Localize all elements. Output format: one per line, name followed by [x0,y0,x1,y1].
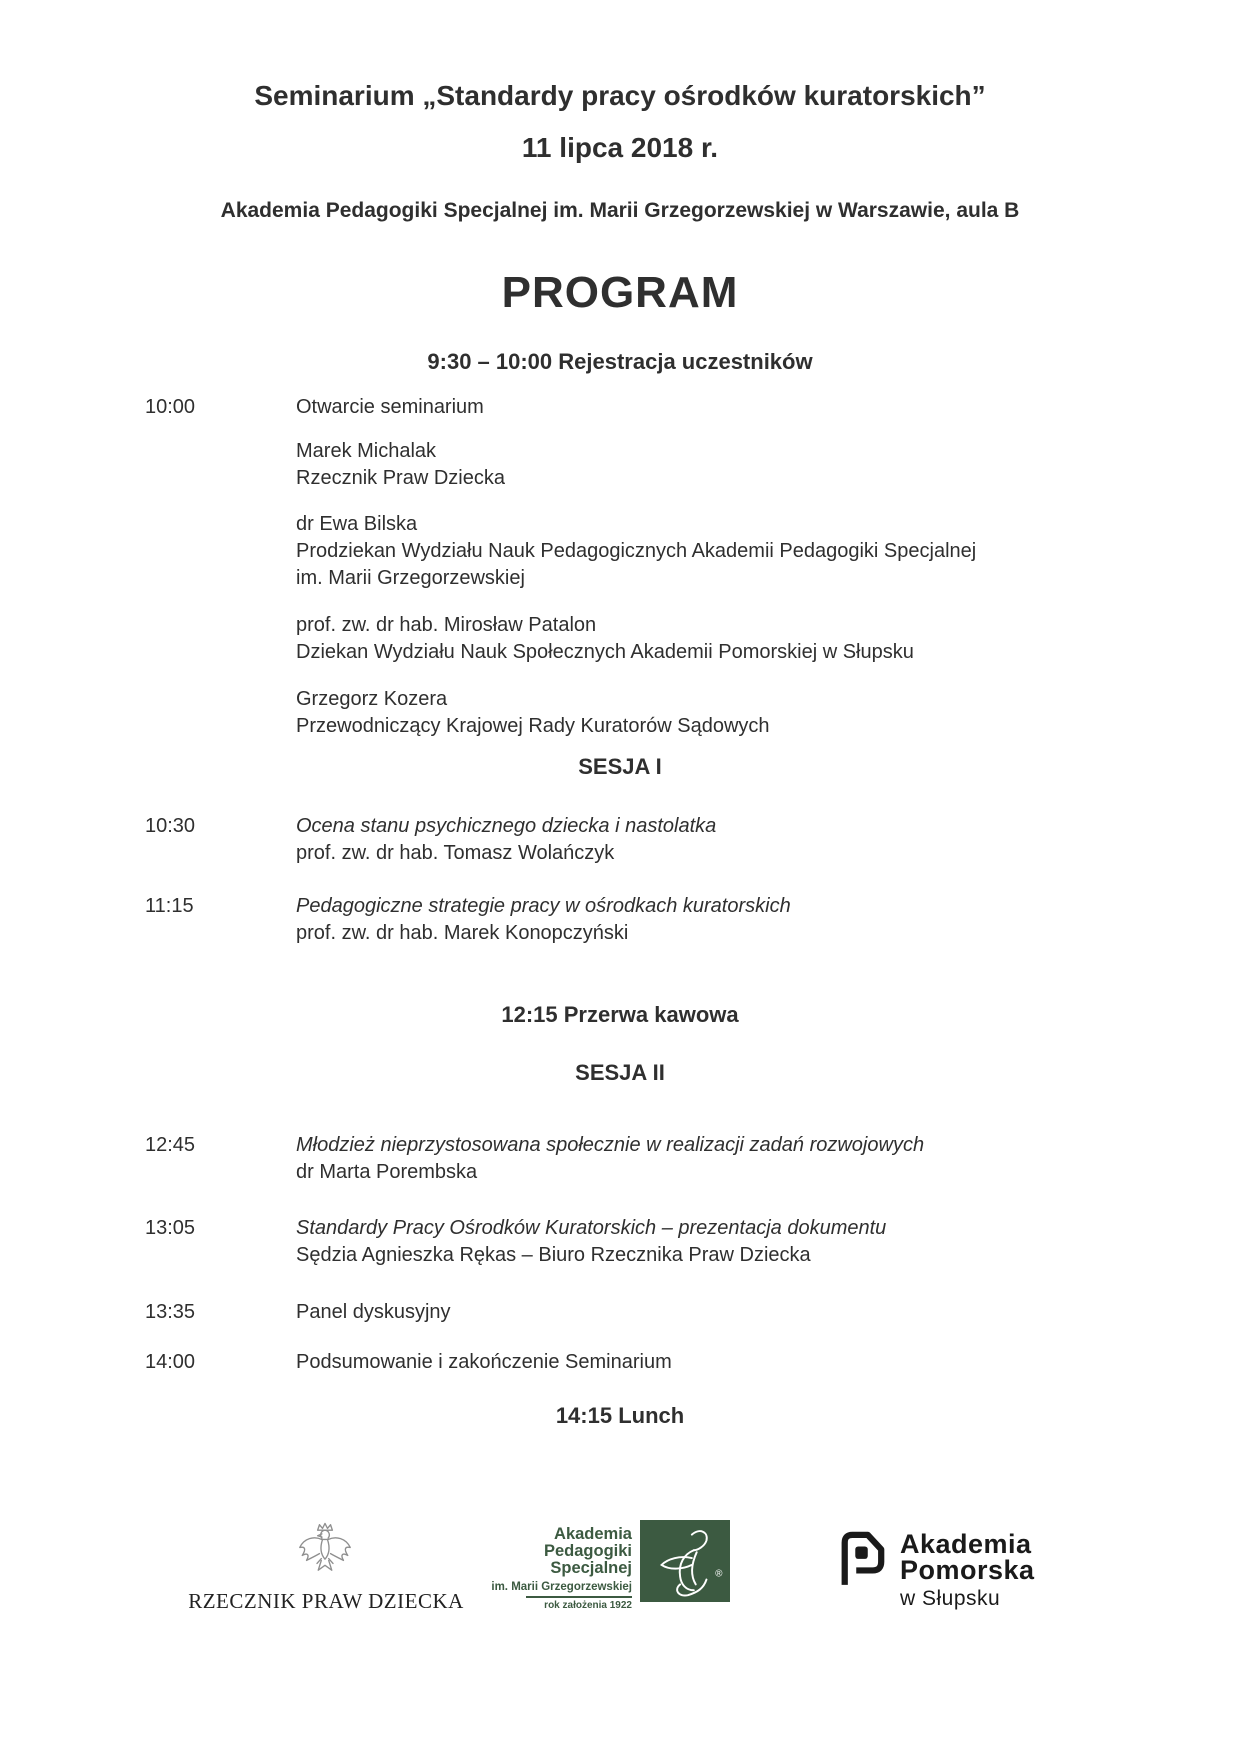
aps-logo-text [420,1526,632,1611]
speaker-role: Prodziekan Wydziału Nauk Pedagogicznych Akademii Pedagogiki Specjalnej [296,540,977,562]
time-label: 14:00 [145,1351,196,1373]
ap-city: w Słupsku [900,1587,1001,1610]
talk-speaker: Sędzia Agnieszka Rękas – Biuro Rzecznika Praw Dziecka [296,1244,811,1266]
aps-emblem [640,1520,730,1602]
speaker-role: Przewodniczący Krajowej Rady Kuratorów Sądowych [296,715,770,737]
speaker-group [296,511,976,592]
speaker-group [296,686,770,740]
aps-name-line: Pedagogiki [543,1542,632,1560]
time-label: 10:00 [145,396,196,418]
schedule-row [145,1132,924,1186]
registered-mark: ® [715,1568,723,1580]
aps-name-line: Specjalnej [550,1559,632,1577]
polish-eagle-icon [294,1521,356,1585]
speaker-name: Marek Michalak [296,440,437,462]
speaker-role: Rzecznik Praw Dziecka [296,467,505,489]
talk-speaker: dr Marta Porembska [296,1161,478,1183]
schedule-row-opening [145,394,484,421]
session-2-heading: SESJA II [575,1060,665,1085]
event-venue: Akademia Pedagogiki Specjalnej im. Marii Grzegorzewskiej w Warszawie, aula B [220,199,1020,222]
speaker-group [296,612,914,666]
aps-figure-icon [640,1520,730,1602]
ap-name-line: Akademia [900,1529,1032,1559]
aps-patron: im. Marii Grzegorzewskiej [491,1581,632,1593]
event-date: 11 lipca 2018 r. [521,132,719,163]
talk-title: Ocena stanu psychicznego dziecka i nastolatka [296,815,717,837]
time-label: 10:30 [145,815,196,837]
speaker-name: dr Ewa Bilska [296,513,418,535]
talk-title-plain: Podsumowanie i zakończenie Seminarium [296,1351,672,1373]
coffee-break-heading: 12:15 Przerwa kawowa [501,1002,739,1027]
aps-name-line: Akademia [554,1525,632,1543]
schedule-row [145,1299,451,1326]
speaker-role: im. Marii Grzegorzewskiej [296,567,525,589]
registration-heading: 9:30 – 10:00 Rejestracja uczestników [427,349,813,374]
time-label: 13:05 [145,1217,196,1239]
talk-title-plain: Panel dyskusyjny [296,1301,451,1323]
ap-logo-mark [838,1529,886,1585]
program-heading: PROGRAM [501,268,739,317]
rpd-caption: RZECZNIK PRAW DZIECKA [188,1589,464,1613]
talk-title: Pedagogiczne strategie pracy w ośrodkach kuratorskich [296,895,791,917]
speaker-name: Grzegorz Kozera [296,688,448,710]
speaker-group [296,438,505,492]
talk-speaker: prof. zw. dr hab. Marek Konopczyński [296,922,629,944]
page-title: Seminarium „Standardy pracy ośrodków kuratorskich” [254,80,986,111]
talk-title: Młodzież nieprzystosowana społecznie w realizacji zadań rozwojowych [296,1134,925,1156]
time-label: 11:15 [145,895,194,917]
session-1-heading: SESJA I [578,754,662,779]
schedule-row [145,893,791,947]
schedule-row [145,1215,886,1269]
lunch-heading: 14:15 Lunch [555,1403,685,1428]
speaker-role: Dziekan Wydziału Nauk Społecznych Akademii Pomorskiej w Słupsku [296,641,914,663]
ap-logo-text [900,1531,1035,1611]
aps-divider [526,1596,632,1598]
talk-title: Standardy Pracy Ośrodków Kuratorskich – prezentacja dokumentu [296,1217,887,1239]
talk-speaker: prof. zw. dr hab. Tomasz Wolańczyk [296,842,615,864]
aps-founded: rok założenia 1922 [544,1600,632,1611]
schedule-row [145,813,716,867]
ap-name-line: Pomorska [900,1555,1035,1585]
time-label: 12:45 [145,1134,196,1156]
rpd-logo [294,1521,356,1585]
ap-logomark-icon [838,1529,886,1585]
schedule-row [145,1349,672,1376]
speaker-name: prof. zw. dr hab. Mirosław Patalon [296,614,597,636]
talk-title-plain: Otwarcie seminarium [296,396,484,418]
time-label: 13:35 [145,1301,196,1323]
